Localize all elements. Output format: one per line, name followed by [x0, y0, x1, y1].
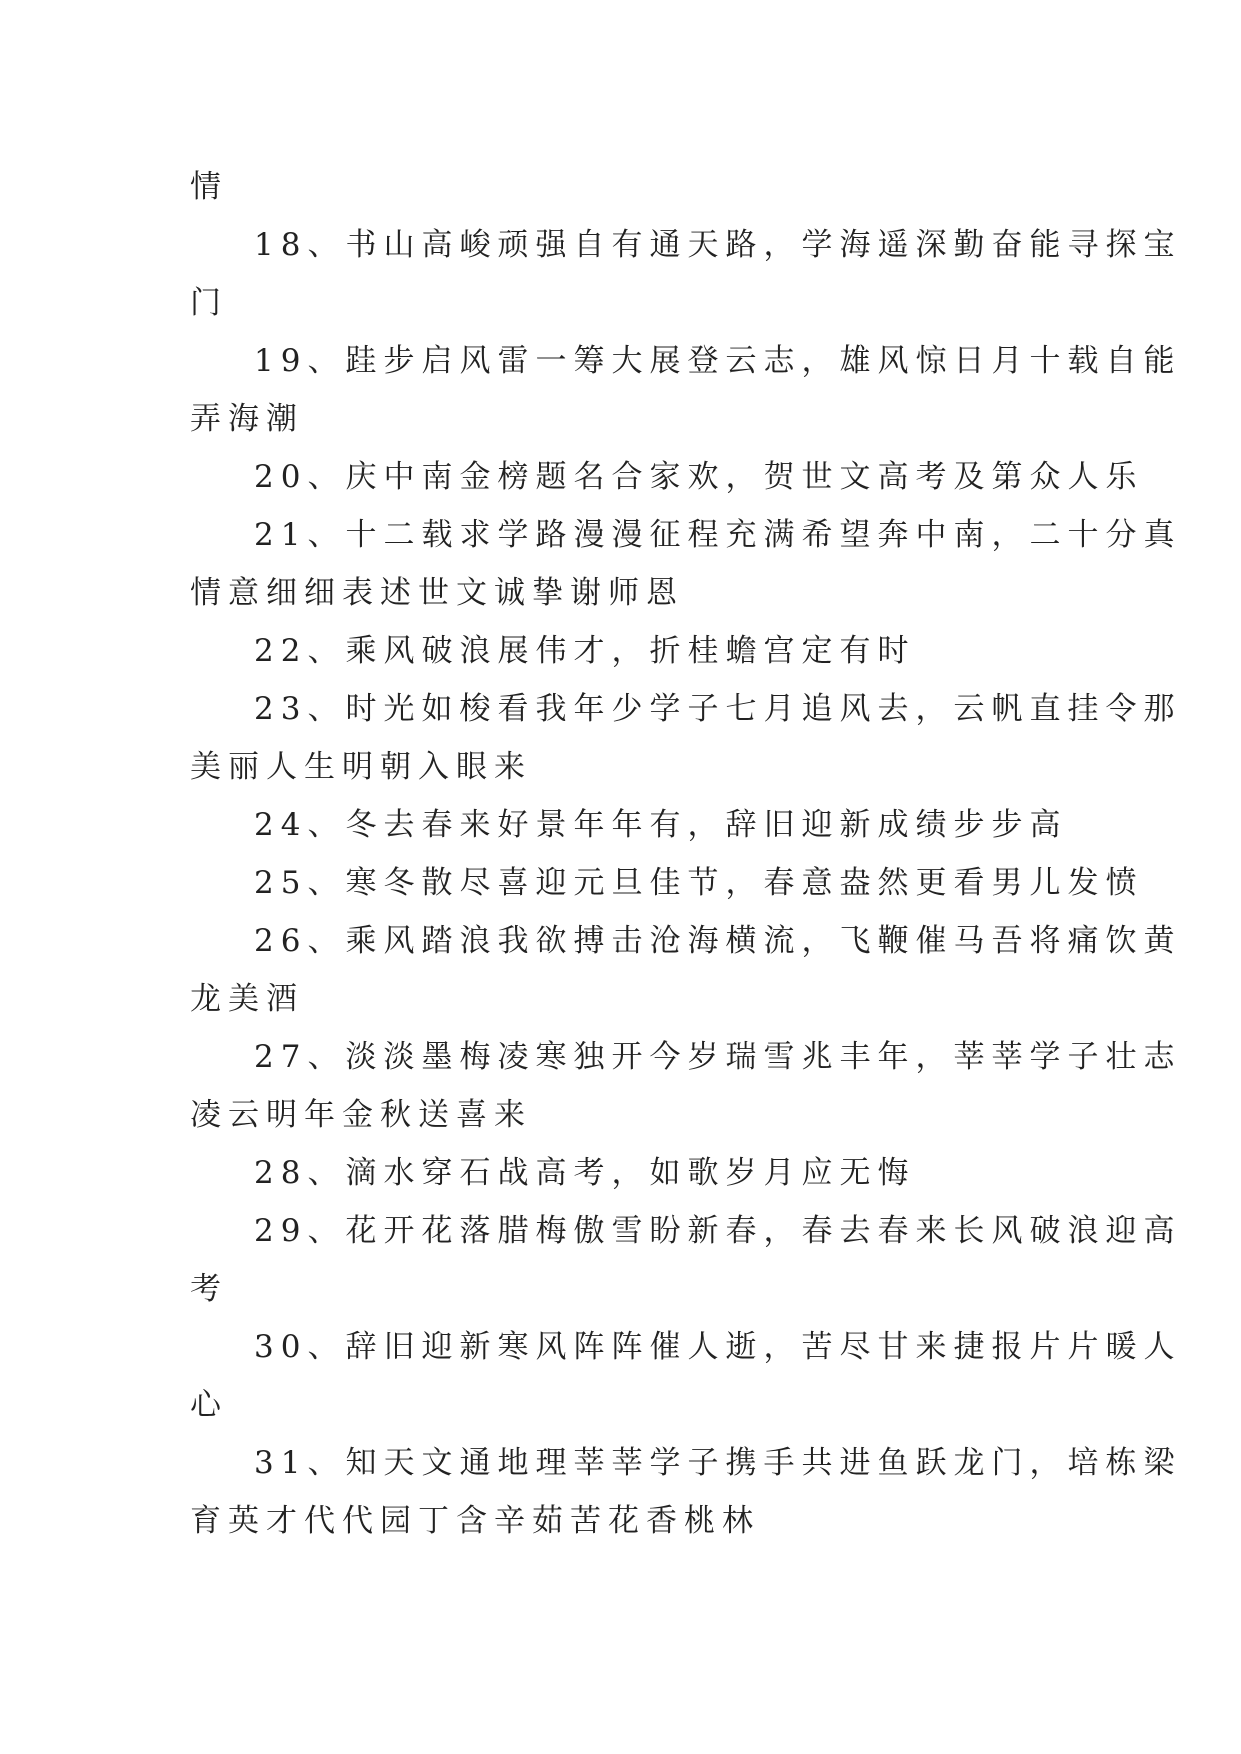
- text-line: 21、十二载求学路漫漫征程充满希望奔中南，二十分真: [254, 517, 1182, 553]
- text-line: 24、冬去春来好景年年有，辞旧迎新成绩步步高: [254, 807, 1068, 843]
- text-line: 门: [190, 285, 228, 321]
- text-line: 凌云明年金秋送喜来: [190, 1097, 532, 1133]
- text-line: 情意细细表述世文诚挚谢师恩: [190, 575, 684, 611]
- text-line: 心: [190, 1387, 228, 1423]
- text-line: 美丽人生明朝入眼来: [190, 749, 532, 785]
- text-line: 30、辞旧迎新寒风阵阵催人逝，苦尽甘来捷报片片暖人: [254, 1329, 1182, 1365]
- text-line: 育英才代代园丁含辛茹苦花香桃林: [190, 1503, 760, 1539]
- text-line: 31、知天文通地理莘莘学子携手共进鱼跃龙门，培栋梁: [254, 1445, 1182, 1481]
- text-line: 20、庆中南金榜题名合家欢，贺世文高考及第众人乐: [254, 459, 1144, 495]
- text-line: 25、寒冬散尽喜迎元旦佳节，春意盎然更看男儿发愤: [254, 865, 1144, 901]
- text-line: 29、花开花落腊梅傲雪盼新春，春去春来长风破浪迎高: [254, 1213, 1182, 1249]
- text-line: 19、跬步启风雷一筹大展登云志，雄风惊日月十载自能: [254, 343, 1182, 379]
- text-line: 考: [190, 1271, 228, 1307]
- text-line: 18、书山高峻顽强自有通天路，学海遥深勤奋能寻探宝: [254, 227, 1182, 263]
- text-line: 情: [190, 169, 228, 205]
- document-body: [190, 158, 1182, 1550]
- text-line: 23、时光如梭看我年少学子七月追风去，云帆直挂令那: [254, 691, 1182, 727]
- text-line: 26、乘风踏浪我欲搏击沧海横流，飞鞭催马吾将痛饮黄: [254, 923, 1182, 959]
- text-line: 弄海潮: [190, 401, 304, 437]
- text-line: 龙美酒: [190, 981, 304, 1017]
- text-line: 28、滴水穿石战高考，如歌岁月应无悔: [254, 1155, 916, 1191]
- text-line: 22、乘风破浪展伟才，折桂蟾宫定有时: [254, 633, 916, 669]
- text-line: 27、淡淡墨梅凌寒独开今岁瑞雪兆丰年，莘莘学子壮志: [254, 1039, 1182, 1075]
